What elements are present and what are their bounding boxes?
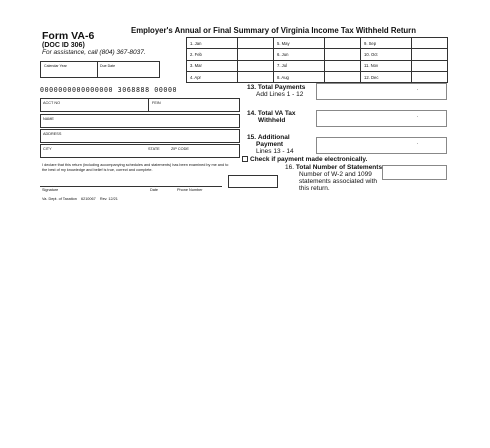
month-input-oct[interactable] xyxy=(412,49,448,60)
address-field[interactable] xyxy=(40,129,240,143)
month-label-may: 5. May xyxy=(273,38,324,49)
period-divider xyxy=(97,62,98,77)
line-16-count[interactable] xyxy=(382,165,447,180)
footer xyxy=(42,197,118,201)
line-16-sub1: Number of W-2 and 1099 xyxy=(299,171,372,178)
line-13-title: Total Payments xyxy=(257,84,306,91)
acct-no-label: ACCT NO xyxy=(43,101,61,105)
month-label-jan: 1. Jan xyxy=(187,38,238,49)
period-box xyxy=(40,61,160,78)
zip-label: ZIP CODE xyxy=(171,147,189,151)
name-label: NAME xyxy=(43,117,54,121)
electronic-payment-label: Check if payment made electronically. xyxy=(250,156,368,163)
month-input-mar[interactable] xyxy=(238,60,274,71)
month-label-apr: 4. Apr xyxy=(187,71,238,82)
line-15 xyxy=(247,134,294,155)
fein-label: FEIN xyxy=(152,101,161,105)
acct-row[interactable] xyxy=(40,98,240,112)
doc-id: (DOC ID 306) xyxy=(42,42,85,49)
month-input-feb[interactable] xyxy=(238,49,274,60)
month-row xyxy=(187,60,448,71)
state-label: STATE xyxy=(148,147,160,151)
month-row xyxy=(187,71,448,82)
month-input-nov[interactable] xyxy=(412,60,448,71)
due-date-label: Due Date xyxy=(100,64,116,68)
line-16-title: Total Number of Statements xyxy=(295,164,383,171)
month-input-may[interactable] xyxy=(325,38,361,49)
line-15-sub2: Lines 13 - 14 xyxy=(256,148,294,155)
month-label-feb: 2. Feb xyxy=(187,49,238,60)
name-field[interactable] xyxy=(40,114,240,128)
scan-line: 0000000000000000 3068888 00000 xyxy=(40,86,178,94)
month-row xyxy=(187,38,448,49)
month-input-jul[interactable] xyxy=(325,60,361,71)
line-13-sub: Add Lines 1 - 12 xyxy=(256,91,304,98)
phone-label: Phone Number xyxy=(177,188,203,192)
revision: Rev. 12/21 xyxy=(99,197,118,201)
month-input-jan[interactable] xyxy=(238,38,274,49)
month-input-sep[interactable] xyxy=(412,38,448,49)
line-14 xyxy=(247,110,296,124)
city-state-zip-row[interactable] xyxy=(40,144,240,158)
line-16-sub3: this return. xyxy=(299,185,330,192)
signature-line xyxy=(40,186,222,187)
form-title: Form VA-6 xyxy=(42,30,95,42)
city-label: CITY xyxy=(43,147,52,151)
signature-label: Signature xyxy=(42,188,59,192)
line-15-amount[interactable]: . xyxy=(316,137,447,154)
month-input-apr[interactable] xyxy=(238,71,274,82)
page-title: Employer's Annual or Final Summary of Virginia Income Tax Withheld Return xyxy=(131,26,416,35)
line-13-amount[interactable]: . xyxy=(316,83,447,100)
month-input-dec[interactable] xyxy=(412,71,448,82)
month-label-sep: 9. Sep xyxy=(360,38,411,49)
month-input-aug[interactable] xyxy=(325,71,361,82)
address-label: ADDRESS xyxy=(43,132,62,136)
line-13-number: 13. xyxy=(247,84,257,91)
agency-name: Va. Dept. of Taxation xyxy=(42,197,77,201)
month-label-jun: 6. Jun xyxy=(273,49,324,60)
line-16-sub2: statements associated with xyxy=(299,178,378,185)
month-label-nov: 11. Nov xyxy=(360,60,411,71)
month-label-oct: 10. Oct xyxy=(360,49,411,60)
line-14-number: 14. xyxy=(247,110,257,117)
line-15-number: 15. xyxy=(247,134,257,141)
form-code: 6210067 xyxy=(80,197,96,201)
electronic-payment-check[interactable] xyxy=(242,156,367,163)
line-13 xyxy=(247,84,305,98)
month-row xyxy=(187,49,448,60)
preparer-box[interactable] xyxy=(228,175,278,188)
line-14-title: Total VA Tax xyxy=(257,110,296,117)
calendar-year-label: Calendar Year xyxy=(44,64,67,68)
line-15-sub1: Payment xyxy=(256,141,284,148)
line-16 xyxy=(285,164,382,192)
line-16-number: 16. xyxy=(285,164,295,171)
acct-divider xyxy=(148,99,149,111)
electronic-payment-checkbox[interactable] xyxy=(242,156,248,162)
line-14-amount[interactable]: . xyxy=(316,110,447,127)
date-label: Date xyxy=(150,188,159,192)
month-label-mar: 3. Mar xyxy=(187,60,238,71)
monthly-withholding-grid xyxy=(186,37,448,83)
month-input-jun[interactable] xyxy=(325,49,361,60)
declaration-text: I declare that this return (including accompanying schedules and statements) has been examined by me and to the best of my knowledge and belief is true, correct and complete. xyxy=(42,163,229,172)
line-15-title: Additional xyxy=(257,134,290,141)
line-14-sub: Withheld xyxy=(258,117,286,124)
month-label-aug: 8. Aug xyxy=(273,71,324,82)
assistance-phone: For assistance, call (804) 367-8037. xyxy=(42,49,146,56)
month-label-dec: 12. Dec xyxy=(360,71,411,82)
month-label-jul: 7. Jul xyxy=(273,60,324,71)
